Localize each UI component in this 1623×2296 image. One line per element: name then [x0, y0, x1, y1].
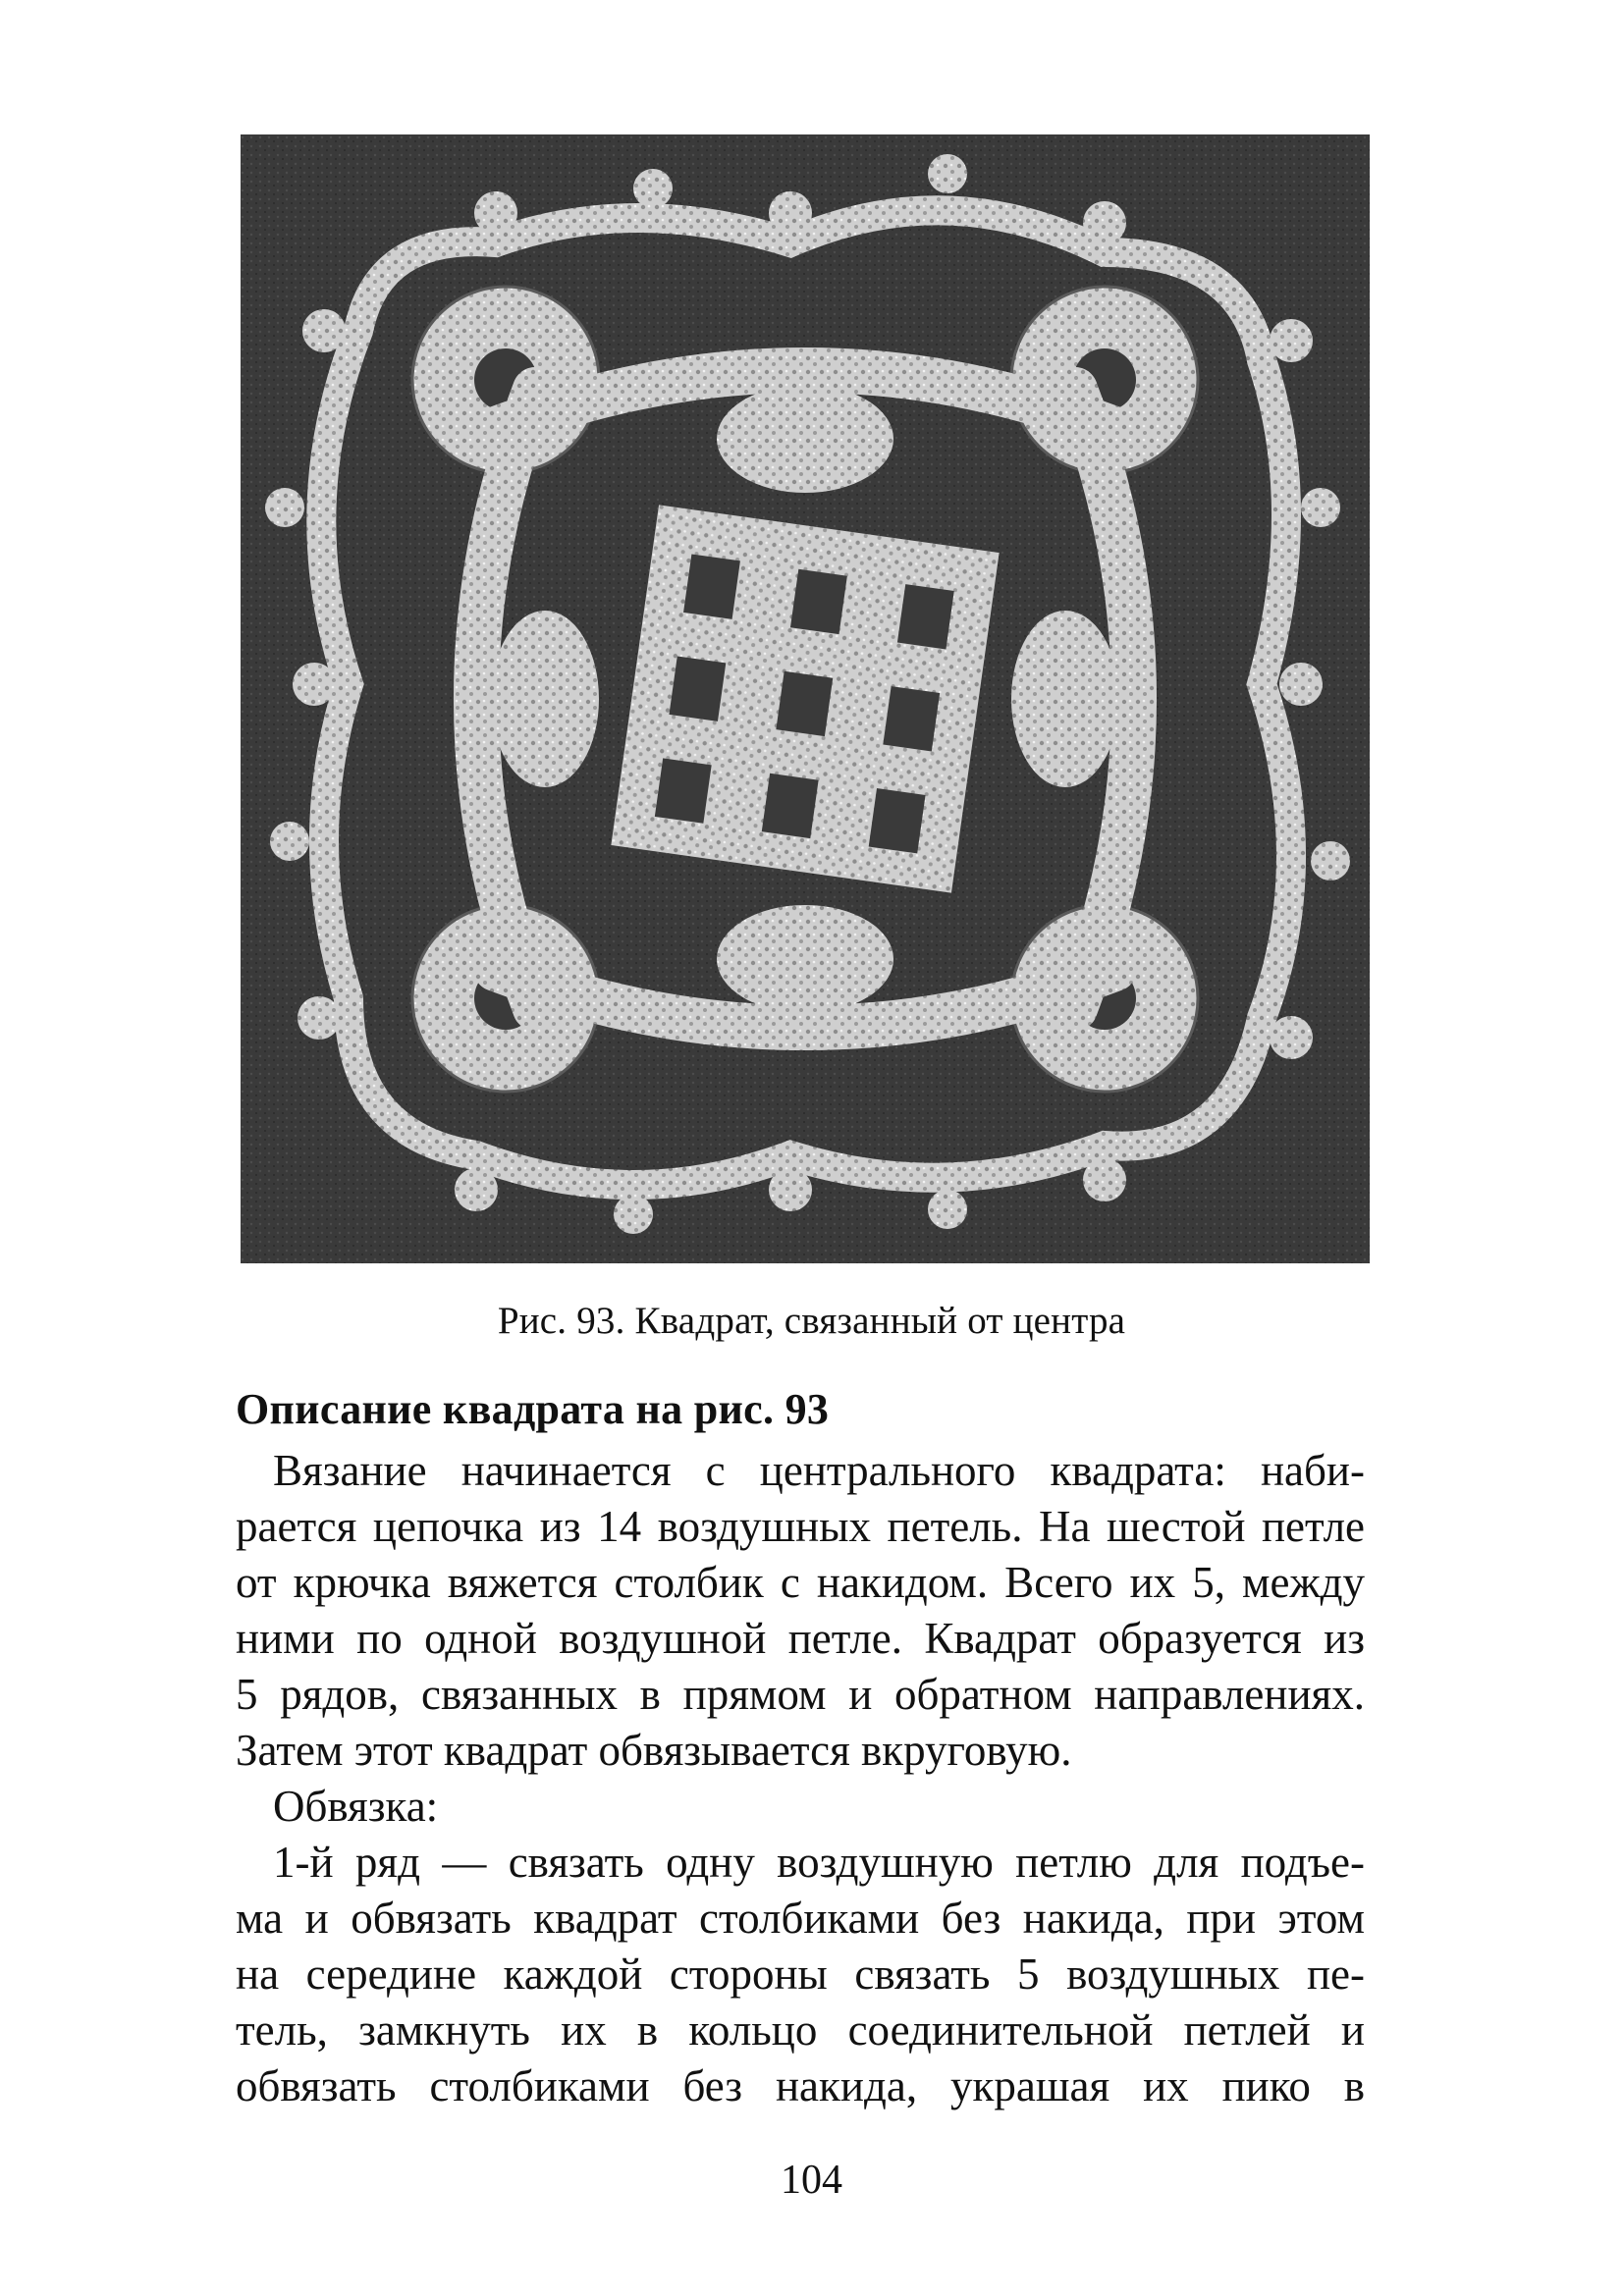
- body-text: [236, 1443, 1365, 2114]
- text-line: от крючка вяжется столбик с накидом. Всего их 5, между: [236, 1558, 1365, 1607]
- paragraph-intro: [236, 1443, 1365, 1779]
- text-line: Затем этот квадрат обвязывается вкруговую.: [236, 1726, 1072, 1775]
- text-line: Обвязка:: [273, 1782, 439, 1831]
- text-line: рается цепочка из 14 воздушных петель. На шестой петле: [236, 1502, 1365, 1551]
- section-heading: Описание квадрата на рис. 93: [236, 1385, 830, 1433]
- text-line: 1-й ряд — связать одну воздушную петлю для подъе-: [273, 1838, 1365, 1887]
- text-line: ними по одной воздушной петле. Квадрат образуется из: [236, 1614, 1365, 1663]
- text-line: ма и обвязать квадрат столбиками без накида, при этом: [236, 1894, 1365, 1943]
- paragraph-edging-label: [236, 1779, 1365, 1835]
- figure-caption: Рис. 93. Квадрат, связанный от центра: [497, 1300, 1126, 1342]
- text-line: обвязать столбиками без накида, украшая их пико в: [236, 2061, 1365, 2110]
- text-line: Вязание начинается с центрального квадрата: наби-: [273, 1446, 1365, 1495]
- crochet-square-photo: [241, 134, 1370, 1263]
- crochet-square-illustration: [241, 134, 1370, 1263]
- paragraph-row-1: [236, 1835, 1365, 2114]
- text-line: тель, замкнуть их в кольцо соединительной петлей и: [236, 2005, 1365, 2055]
- text-line: 5 рядов, связанных в прямом и обратном направлениях.: [236, 1670, 1365, 1719]
- text-line: на середине каждой стороны связать 5 воздушных пе-: [236, 1949, 1365, 1999]
- page-number: 104: [781, 2158, 842, 2203]
